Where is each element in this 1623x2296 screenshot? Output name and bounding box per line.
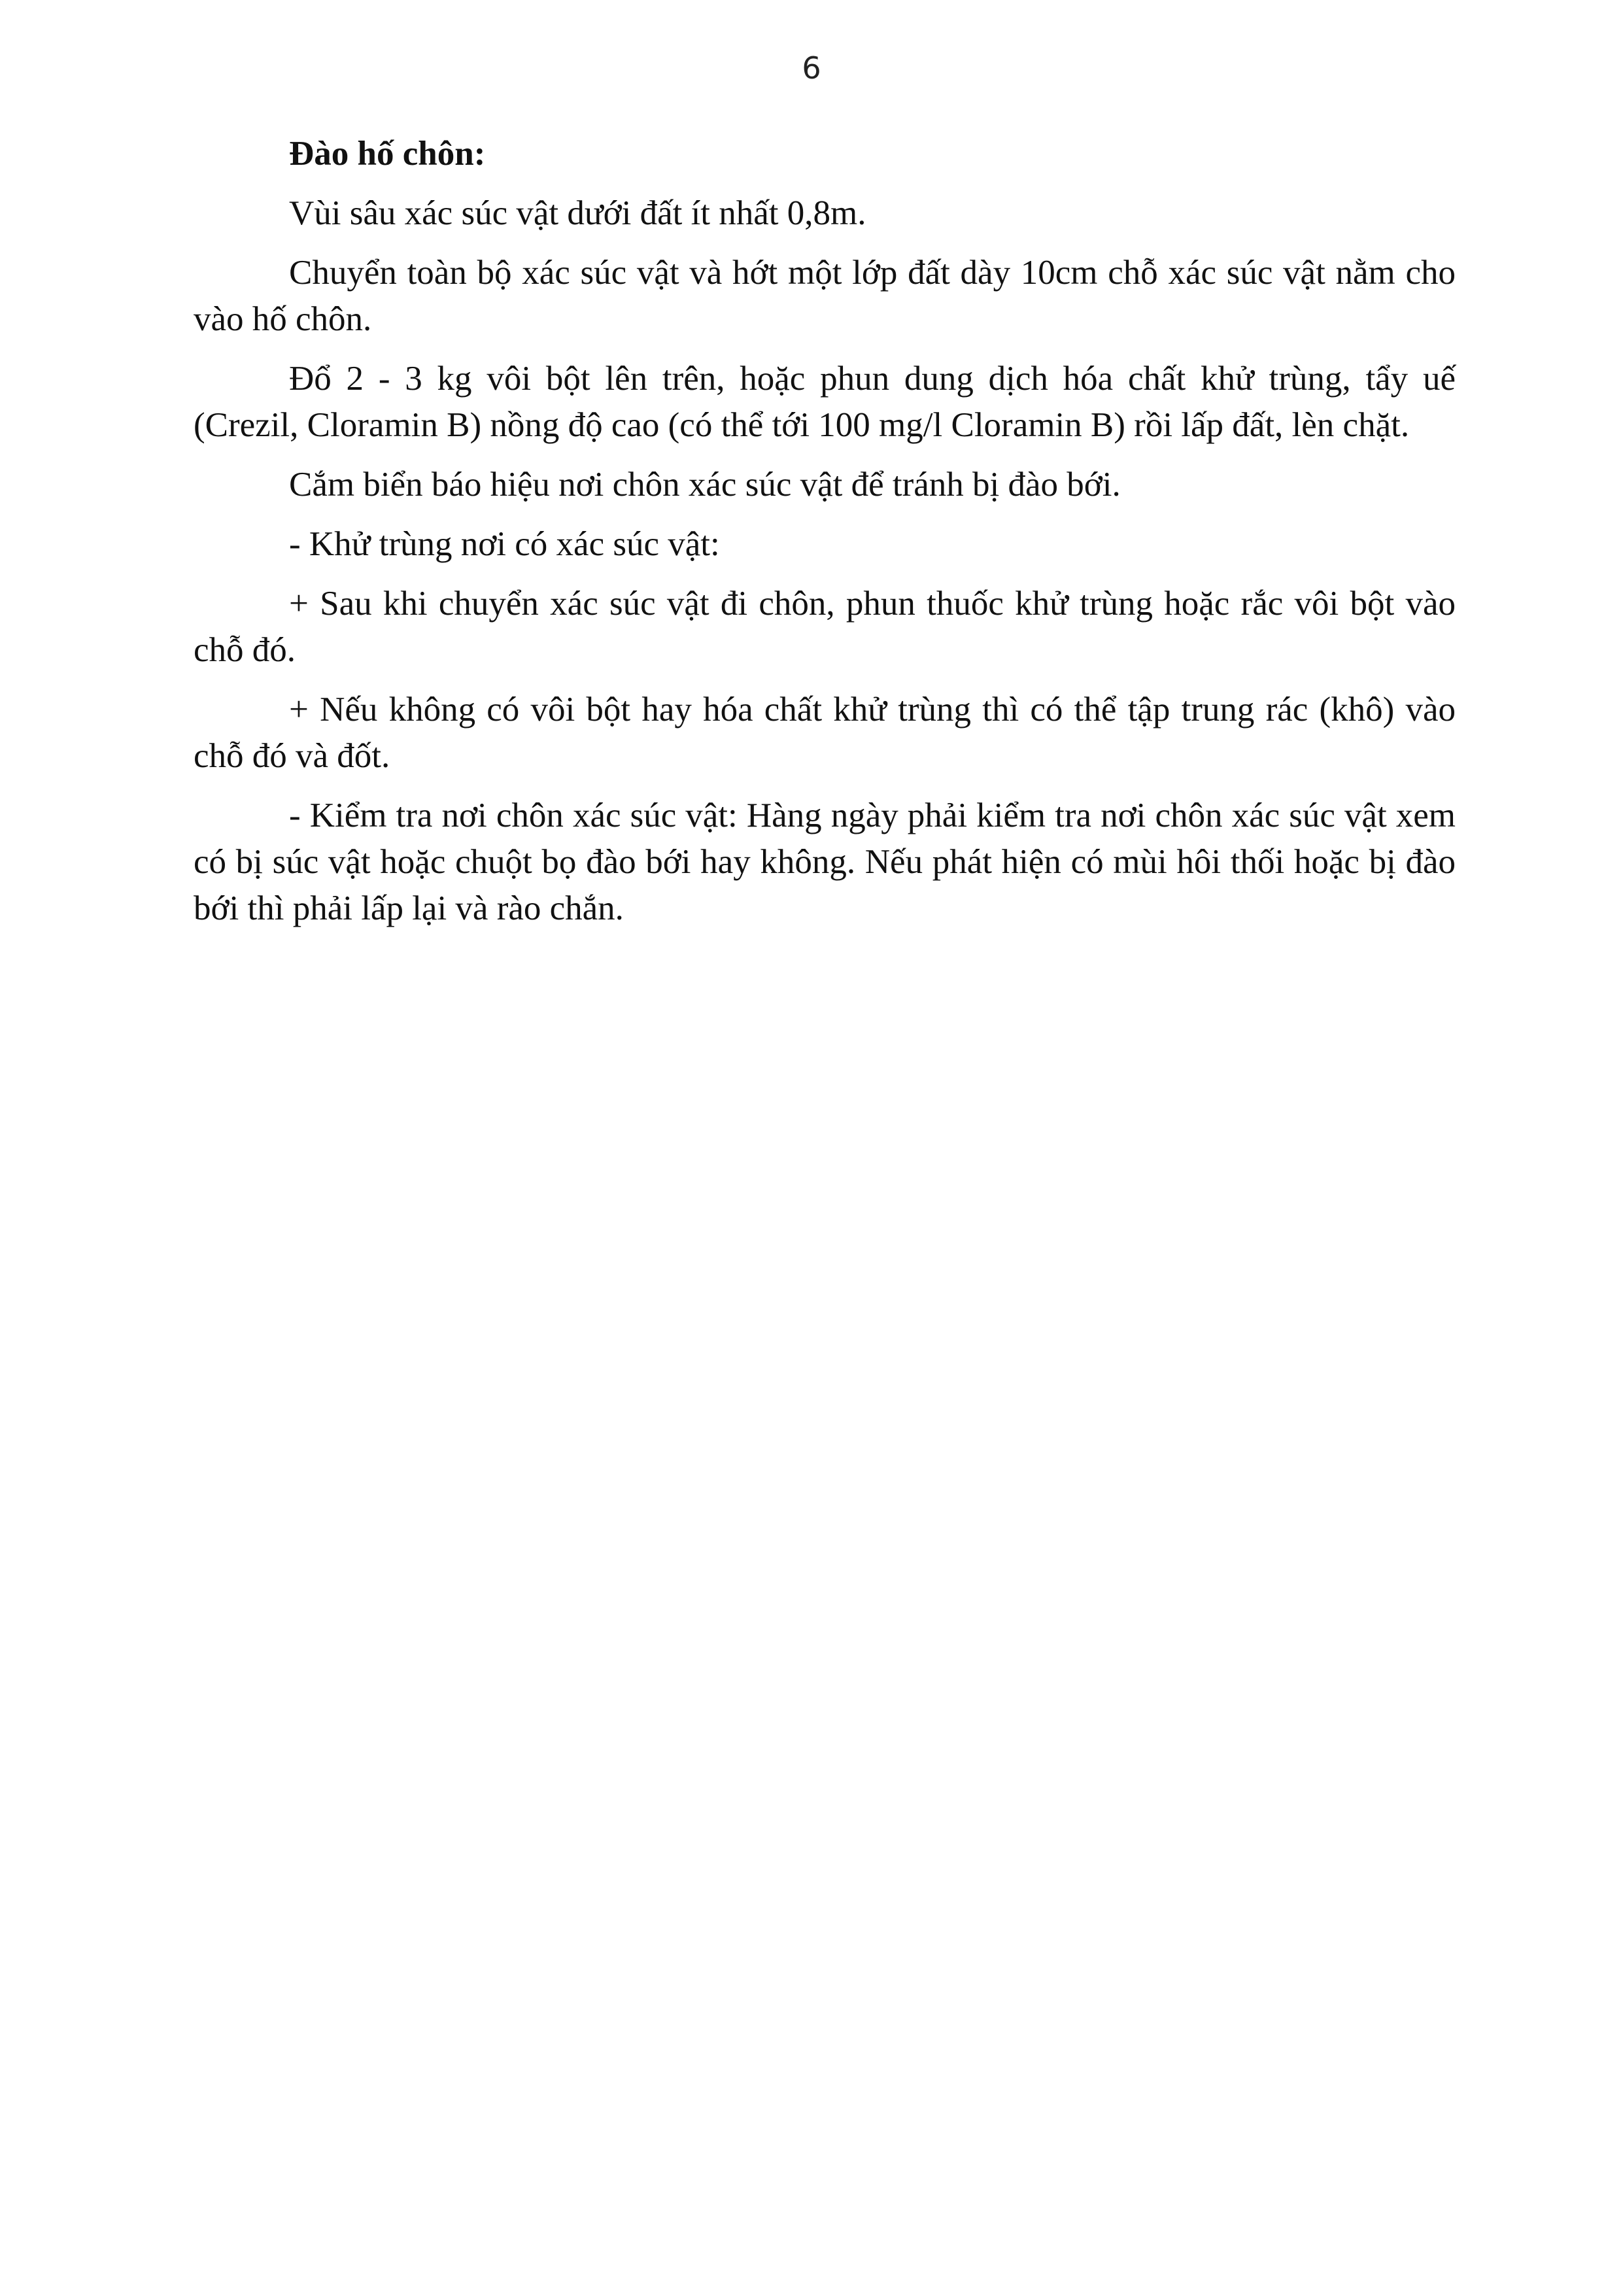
page-number: 6 xyxy=(802,50,821,86)
paragraph-inspect-site: - Kiểm tra nơi chôn xác súc vật: Hàng ngày phải kiểm tra nơi chôn xác súc vật xem có bị súc vật hoặc chuột bọ đào bới hay không. Nếu phát hiện có mùi hôi thối hoặc bị đào bới thì phải lấp lại và rào chắn. xyxy=(194,797,1456,927)
paragraph-move-carcass: Chuyển toàn bộ xác súc vật và hớt một lớp đất dày 10cm chỗ xác súc vật nằm cho vào hố chôn. xyxy=(194,254,1456,338)
paragraph-warning-sign: Cắm biển báo hiệu nơi chôn xác súc vật để tránh bị đào bới. xyxy=(289,466,1121,504)
paragraph-burn-trash: + Nếu không có vôi bột hay hóa chất khử trùng thì có thể tập trung rác (khô) vào chỗ đó và đốt. xyxy=(194,691,1456,775)
paragraph-bury-depth: Vùi sâu xác súc vật dưới đất ít nhất 0,8m. xyxy=(289,194,866,232)
paragraph-spray-lime: + Sau khi chuyển xác súc vật đi chôn, phun thuốc khử trùng hoặc rắc vôi bột vào chỗ đó. xyxy=(194,585,1456,669)
section-heading: Đào hố chôn: xyxy=(289,135,486,173)
document-body xyxy=(194,131,1456,945)
paragraph-disinfect-heading: - Khử trùng nơi có xác súc vật: xyxy=(289,525,720,563)
paragraph-lime-disinfect: Đổ 2 - 3 kg vôi bột lên trên, hoặc phun dung dịch hóa chất khử trùng, tẩy uế (Crezil, Cloramin B) nồng độ cao (có thể tới 100 mg/l Cloramin B) rồi lấp đất, lèn chặt. xyxy=(194,360,1456,444)
